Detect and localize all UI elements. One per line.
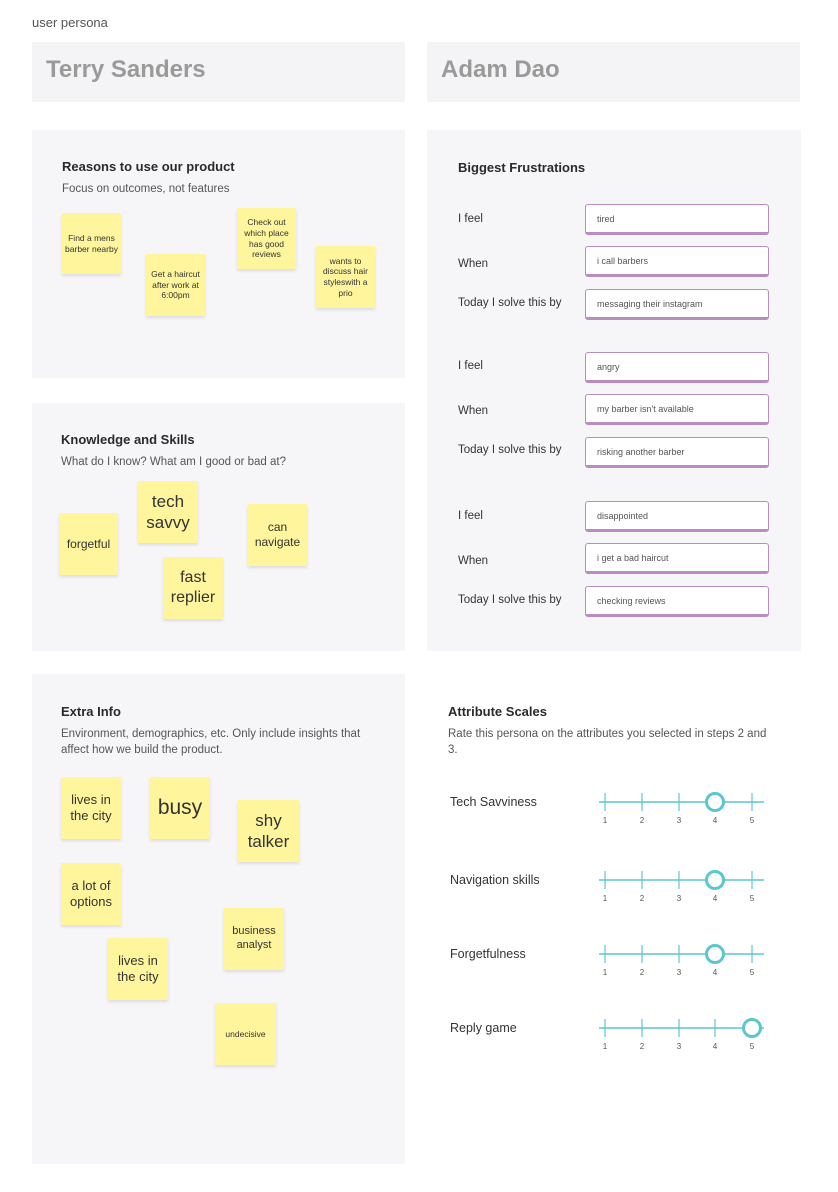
scale-number: 3 (676, 894, 682, 903)
sticky-note[interactable]: can navigate (248, 504, 307, 566)
sticky-note[interactable]: business analyst (224, 908, 284, 970)
rating-scale[interactable] (595, 1014, 770, 1042)
rating-marker (707, 794, 724, 811)
sticky-note[interactable]: tech savvy (138, 481, 198, 543)
rating-scale[interactable] (595, 788, 770, 816)
sticky-note[interactable]: forgetful (59, 513, 118, 575)
scale-number: 2 (639, 968, 645, 977)
board-title: user persona (32, 15, 108, 30)
attribute-scales-title: Attribute Scales (448, 704, 547, 719)
frustration-when-field[interactable]: i call barbers (585, 246, 769, 277)
persona-name-card-1[interactable] (32, 42, 405, 102)
frustration-when-label: When (458, 555, 489, 567)
scale-number: 4 (712, 894, 718, 903)
attribute-label: Forgetfulness (450, 947, 526, 961)
persona-name: Adam Dao (441, 56, 560, 83)
frustration-when-field[interactable]: i get a bad haircut (585, 543, 769, 574)
sticky-note[interactable]: Get a haircut after work at 6:00pm (146, 254, 205, 316)
rating-scale[interactable] (595, 866, 770, 894)
frustration-solve-field[interactable]: risking another barber (585, 437, 769, 468)
attribute-label: Reply game (450, 1021, 517, 1035)
frustrations-title: Biggest Frustrations (458, 160, 586, 175)
attribute-scales-subtitle: Rate this persona on the attributes you selected in steps 2 and 3. (448, 728, 767, 756)
scale-number: 1 (602, 1042, 608, 1051)
scale-number: 4 (712, 1042, 718, 1051)
frustration-feel-label: I feel (458, 360, 483, 372)
frustration-feel-label: I feel (458, 213, 483, 225)
sticky-note[interactable]: lives in the city (61, 777, 121, 839)
scale-number: 4 (712, 816, 718, 825)
scale-number: 5 (749, 894, 755, 903)
reasons-subtitle: Focus on outcomes, not features (62, 183, 230, 195)
frustration-solve-label: Today I solve this by (458, 594, 562, 606)
sticky-note[interactable]: lives in the city (108, 938, 168, 1000)
frustration-feel-field[interactable]: tired (585, 204, 769, 235)
scale-number: 1 (602, 894, 608, 903)
persona-name: Terry Sanders (46, 56, 206, 83)
frustration-feel-field[interactable]: angry (585, 352, 769, 383)
frustration-feel-label: I feel (458, 510, 483, 522)
sticky-note[interactable]: wants to discuss hair styleswith a prio (316, 246, 375, 308)
knowledge-title: Knowledge and Skills (61, 432, 195, 447)
sticky-note[interactable]: fast replier (163, 557, 223, 619)
scale-number: 1 (602, 968, 608, 977)
frustration-when-label: When (458, 258, 489, 270)
frustration-when-field[interactable]: my barber isn't available (585, 394, 769, 425)
extra-info-subtitle: Environment, demographics, etc. Only include insights that affect how we build the product. (61, 728, 361, 756)
scale-number: 2 (639, 1042, 645, 1051)
scale-number: 5 (749, 968, 755, 977)
frustration-solve-field[interactable]: messaging their instagram (585, 289, 769, 320)
rating-marker (707, 946, 724, 963)
knowledge-subtitle: What do I know? What am I good or bad at? (61, 456, 287, 468)
frustration-feel-field[interactable]: disappointed (585, 501, 769, 532)
attribute-label: Tech Savviness (450, 795, 537, 809)
rating-marker (744, 1020, 761, 1037)
scale-number: 3 (676, 968, 682, 977)
sticky-note[interactable]: undecisive (215, 1003, 276, 1065)
sticky-note[interactable]: busy (150, 777, 210, 839)
extra-info-title: Extra Info (61, 704, 121, 719)
scale-number: 2 (639, 894, 645, 903)
scale-number: 1 (602, 816, 608, 825)
sticky-note[interactable]: a lot of options (61, 863, 121, 925)
sticky-note[interactable]: Check out which place has good reviews (237, 208, 296, 269)
sticky-note[interactable]: Find a mens barber nearby (62, 213, 121, 274)
rating-scale[interactable] (595, 940, 770, 968)
rating-marker (707, 872, 724, 889)
sticky-note[interactable]: shy talker (238, 800, 299, 862)
persona-name-card-2[interactable] (427, 42, 800, 102)
frustration-solve-field[interactable]: checking reviews (585, 586, 769, 617)
frustration-solve-label: Today I solve this by (458, 297, 562, 309)
scale-number: 5 (749, 816, 755, 825)
frustration-when-label: When (458, 405, 489, 417)
attribute-label: Navigation skills (450, 873, 540, 887)
scale-number: 4 (712, 968, 718, 977)
scale-number: 2 (639, 816, 645, 825)
scale-number: 3 (676, 816, 682, 825)
scale-number: 5 (749, 1042, 755, 1051)
frustration-solve-label: Today I solve this by (458, 444, 562, 456)
scale-number: 3 (676, 1042, 682, 1051)
reasons-title: Reasons to use our product (62, 159, 235, 174)
